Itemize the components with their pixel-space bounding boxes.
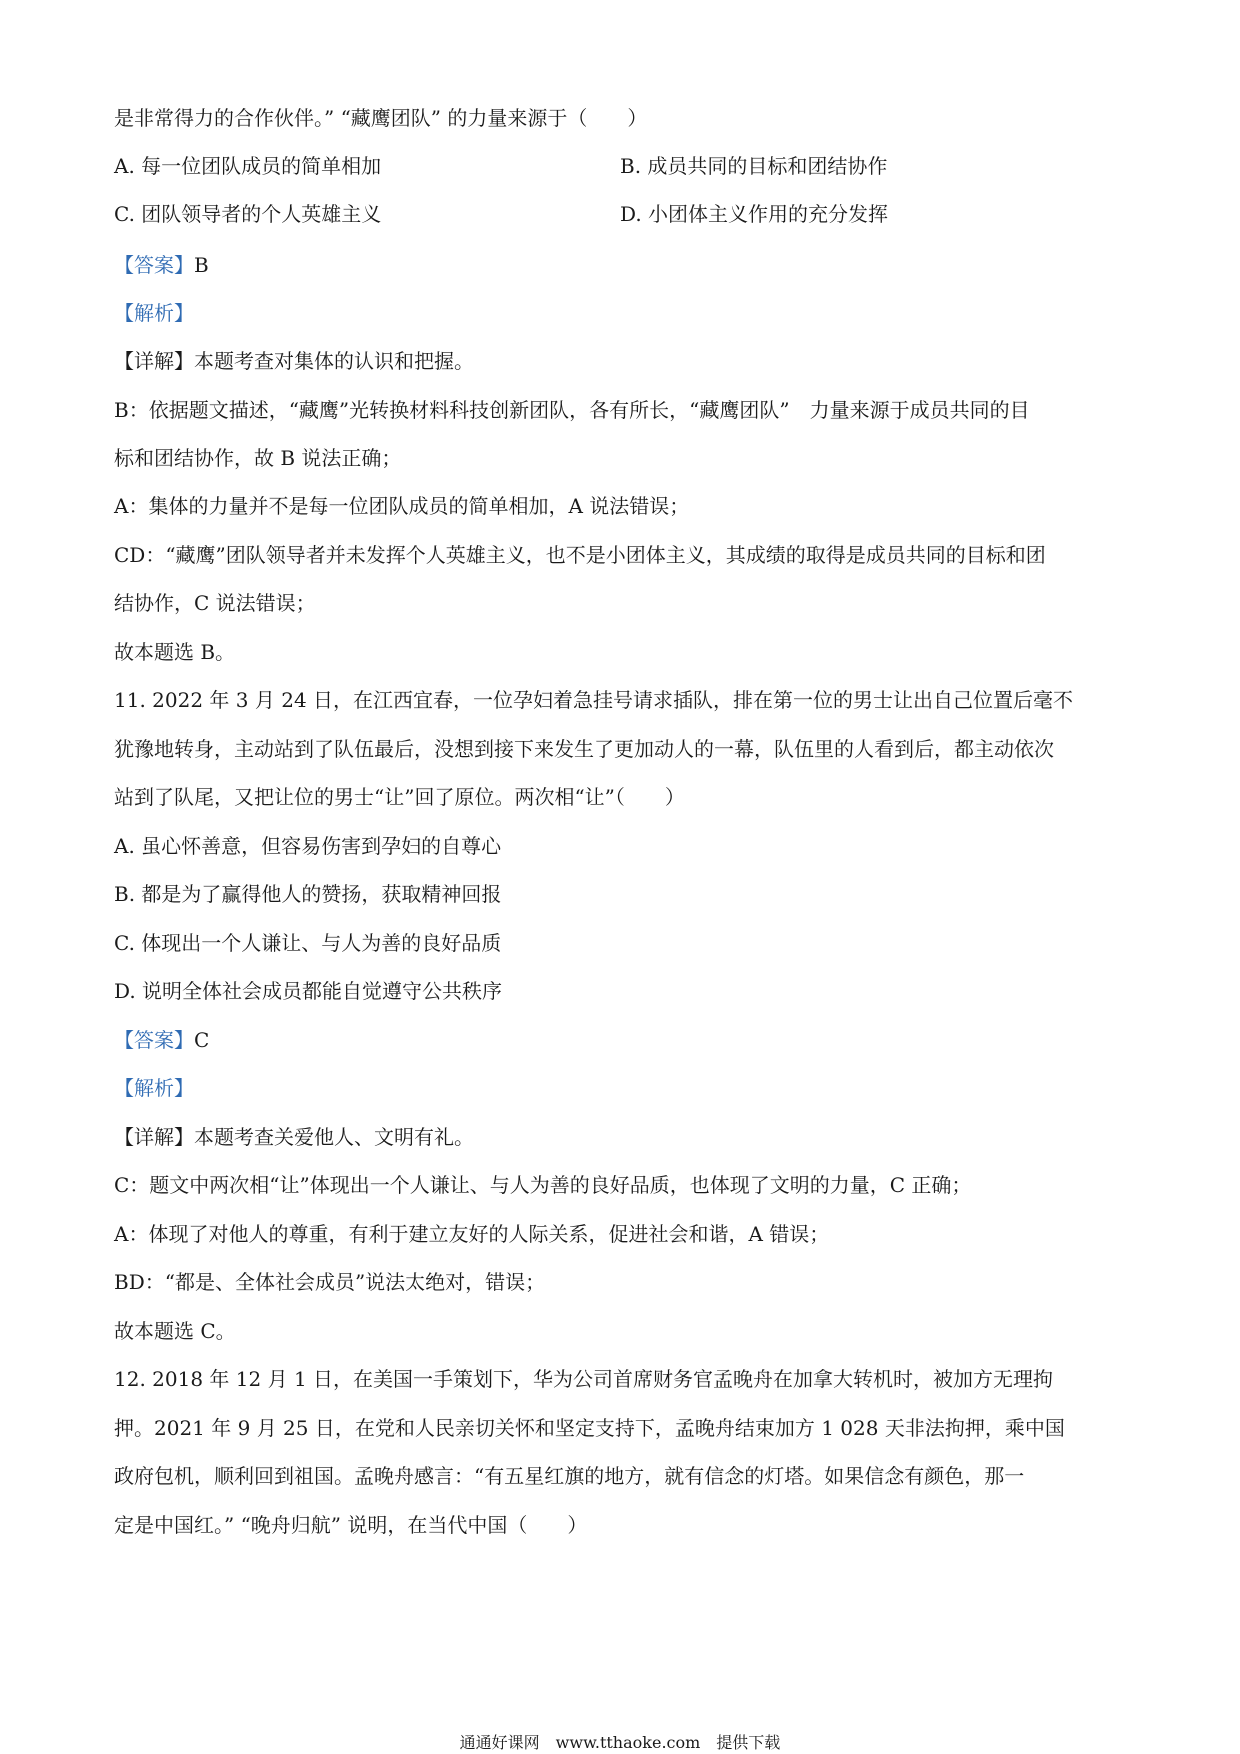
analysis-label: 【解析】 [114, 1076, 194, 1100]
q11-expl-3: BD：“都是、全体社会成员”说法太绝对，错误； [114, 1270, 546, 1294]
q10-detail [114, 347, 474, 375]
detail-label: 【详解】 [114, 1125, 194, 1149]
q11-stem-2: 犹豫地转身，主动站到了队伍最后，没想到接下来发生了更加动人的一幕，队伍里的人看到后，都主动依次 [114, 737, 1054, 761]
answer-label: 【答案】 [114, 253, 194, 277]
q10-option-c: C. 团队领导者的个人英雄主义 [114, 202, 382, 226]
q10-stem: 是非常得力的合作伙伴。” “藏鹰团队” 的力量来源于（ ） [114, 106, 648, 130]
q11-expl-1: C：题文中两次相“让”体现出一个人谦让、与人为善的良好品质，也体现了文明的力量，C 正确； [114, 1173, 972, 1197]
q11-option-a: A. 虽心怀善意，但容易伤害到孕妇的自尊心 [114, 834, 502, 858]
q10-answer [114, 251, 209, 279]
detail-text: 本题考查对集体的认识和把握。 [194, 349, 474, 373]
answer-label: 【答案】 [114, 1028, 194, 1052]
q10-expl-2: 标和团结协作，故 B 说法正确； [114, 446, 402, 470]
q11-stem-3: 站到了队尾，又把让位的男士“让”回了原位。两次相“让”（ ） [114, 785, 685, 809]
q11-expl-2: A：体现了对他人的尊重，有利于建立友好的人际关系，促进社会和谐，A 错误； [114, 1222, 830, 1246]
q11-option-c: C. 体现出一个人谦让、与人为善的良好品质 [114, 931, 502, 955]
q11-analysis [114, 1074, 194, 1102]
q10-expl-3: A：集体的力量并不是每一位团队成员的简单相加，A 说法错误； [114, 494, 690, 518]
detail-label: 【详解】 [114, 349, 194, 373]
q12-stem-2: 押。2021 年 9 月 25 日，在党和人民亲切关怀和坚定支持下，孟晚舟结束加方 1 028 天非法拘押，乘中国 [114, 1416, 1065, 1440]
q10-analysis [114, 299, 194, 327]
q11-answer [114, 1026, 209, 1054]
q10-expl-1: B：依据题文描述，“藏鹰”光转换材料科技创新团队，各有所长，“藏鹰团队” 力量来源于成员共同的目 [114, 398, 1030, 422]
q10-expl-5: 结协作，C 说法错误； [114, 591, 316, 615]
q10-option-d: D. 小团体主义作用的充分发挥 [620, 202, 889, 226]
q10-options-row-2 [114, 200, 889, 228]
analysis-label: 【解析】 [114, 301, 194, 325]
answer-value: B [194, 253, 209, 277]
q11-option-d: D. 说明全体社会成员都能自觉遵守公共秩序 [114, 979, 503, 1003]
q10-option-a: A. 每一位团队成员的简单相加 [114, 154, 382, 178]
q11-detail [114, 1123, 474, 1151]
q12-stem-1: 12. 2018 年 12 月 1 日，在美国一手策划下，华为公司首席财务官孟晚舟在加拿大转机时，被加方无理拘 [114, 1367, 1054, 1391]
q11-expl-4: 故本题选 C。 [114, 1319, 236, 1343]
q10-expl-6: 故本题选 B。 [114, 640, 236, 664]
q12-stem-4: 定是中国红。” “晚舟归航” 说明，在当代中国（ ） [114, 1513, 588, 1537]
q11-stem-1: 11. 2022 年 3 月 24 日，在江西宜春，一位孕妇着急挂号请求插队，排在第一位的男士让出自己位置后毫不 [114, 688, 1074, 712]
q11-option-b: B. 都是为了赢得他人的赞扬，获取精神回报 [114, 882, 502, 906]
page-footer: 通通好课网 www.tthaoke.com 提供下载 [459, 1733, 781, 1752]
detail-text: 本题考查关爱他人、文明有礼。 [194, 1125, 474, 1149]
q10-options-row-1 [114, 152, 888, 180]
answer-value: C [194, 1028, 210, 1052]
q10-expl-4: CD：“藏鹰”团队领导者并未发挥个人英雄主义，也不是小团体主义，其成绩的取得是成员共同的目标和团 [114, 543, 1046, 567]
q10-option-b: B. 成员共同的目标和团结协作 [620, 154, 888, 178]
q12-stem-3: 政府包机，顺利回到祖国。孟晚舟感言：“有五星红旗的地方，就有信念的灯塔。如果信念有颜色，那一 [114, 1464, 1025, 1488]
